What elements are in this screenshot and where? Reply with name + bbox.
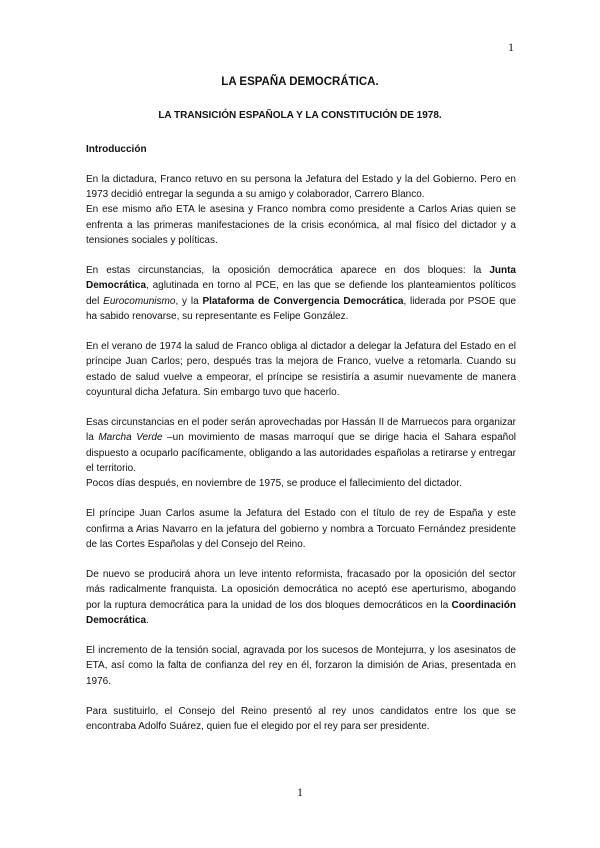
marcha-verde-term: Marcha Verde [98, 432, 163, 444]
plataforma-term: Plataforma de Convergencia Democrática [202, 295, 404, 307]
paragraph-2: En estas circunstancias, la oposición democrática aparece en dos bloques: la Junta Democrática, aglutinada en torno al PCE, en las que se defiende los planteamientos políticos del Eurocomunismo, y la Plataforma de Convergencia Democrática, liderada por PSOE que ha sabido renovarse, su representante es Felipe González. [86, 265, 517, 322]
document-body [86, 172, 516, 750]
paragraph-4: Esas circunstancias en el poder serán aprovechadas por Hassán II de Marruecos para organizar la Marcha Verde –un movimiento de masas marroquí que se dirige hacia el Sahara español dispuesto a ocuparlo pacíficamente, obligando a las autoridades españolas a retirarse y entregar el territorio. [86, 417, 517, 474]
paragraph-6: De nuevo se producirá ahora un leve intento reformista, fracasado por la oposición del sector más radicalmente franquista. La oposición democrática no aceptó ese aperturismo, abogando por la ruptura democrática para la unidad de los dos bloques democráticos en la Coordinación Democrática. [86, 569, 516, 626]
paragraph-1a: En la dictadura, Franco retuvo en su persona la Jefatura del Estado y la del Gobierno. Pero en 1973 decidió entregar la segunda a su amigo y colaborador, Carrero Blanco. [86, 174, 516, 201]
eurocomunismo-term: Eurocomunismo [103, 295, 176, 307]
paragraph-3: En el verano de 1974 la salud de Franco obliga al dictador a delegar la Jefatura del Estado en el príncipe Juan Carlos; pero, después tras la mejora de Franco, vuelve a retomarla. Cuando su estado de salud vuelve a empeorar, el príncipe se resistiría a asumir nuevamente de manera coyuntural dicha Jefatura. Sin embargo tuvo que hacerlo. [86, 341, 516, 398]
document-subtitle: LA TRANSICIÓN ESPAÑOLA Y LA CONSTITUCIÓN DE 1978. [158, 110, 442, 121]
page-number-bottom: 1 [297, 785, 303, 799]
paragraph-8: Para sustituirlo, el Consejo del Reino presentó al rey unos candidatos entre los que se encontraba Adolfo Suárez, quien fue el elegido por el rey para ser presidente. [86, 706, 516, 733]
page-number-top: 1 [508, 40, 514, 54]
paragraph-5: El príncipe Juan Carlos asume la Jefatura del Estado con el título de rey de España y este confirma a Arias Navarro en la jefatura del gobierno y nombra a Torcuato Fernández presidente de las Cortes Españolas y del Consejo del Reino. [86, 508, 516, 550]
document-title: LA ESPAÑA DEMOCRÁTICA. [221, 76, 379, 88]
coordinacion-term: Coordinación Democrática [86, 599, 516, 626]
section-heading: Introducción [86, 144, 147, 155]
paragraph-1b: En ese mismo año ETA le asesina y Franco nombra como presidente a Carlos Arias quien se enfrenta a las primeras manifestaciones de la crisis económica, al mal físico del dictador y a tensiones sociales y políticas. [86, 204, 516, 246]
paragraph-4b: Pocos días después, en noviembre de 1975, se produce el fallecimiento del dictador. [86, 478, 462, 490]
paragraph-7: El incremento de la tensión social, agravada por los sucesos de Montejurra, y los asesinatos de ETA, así como la falta de confianza del rey en él, forzaron la dimisión de Arias, presentada en 1976. [86, 645, 516, 687]
junta-democratica-term: Junta Democrática [86, 265, 516, 292]
